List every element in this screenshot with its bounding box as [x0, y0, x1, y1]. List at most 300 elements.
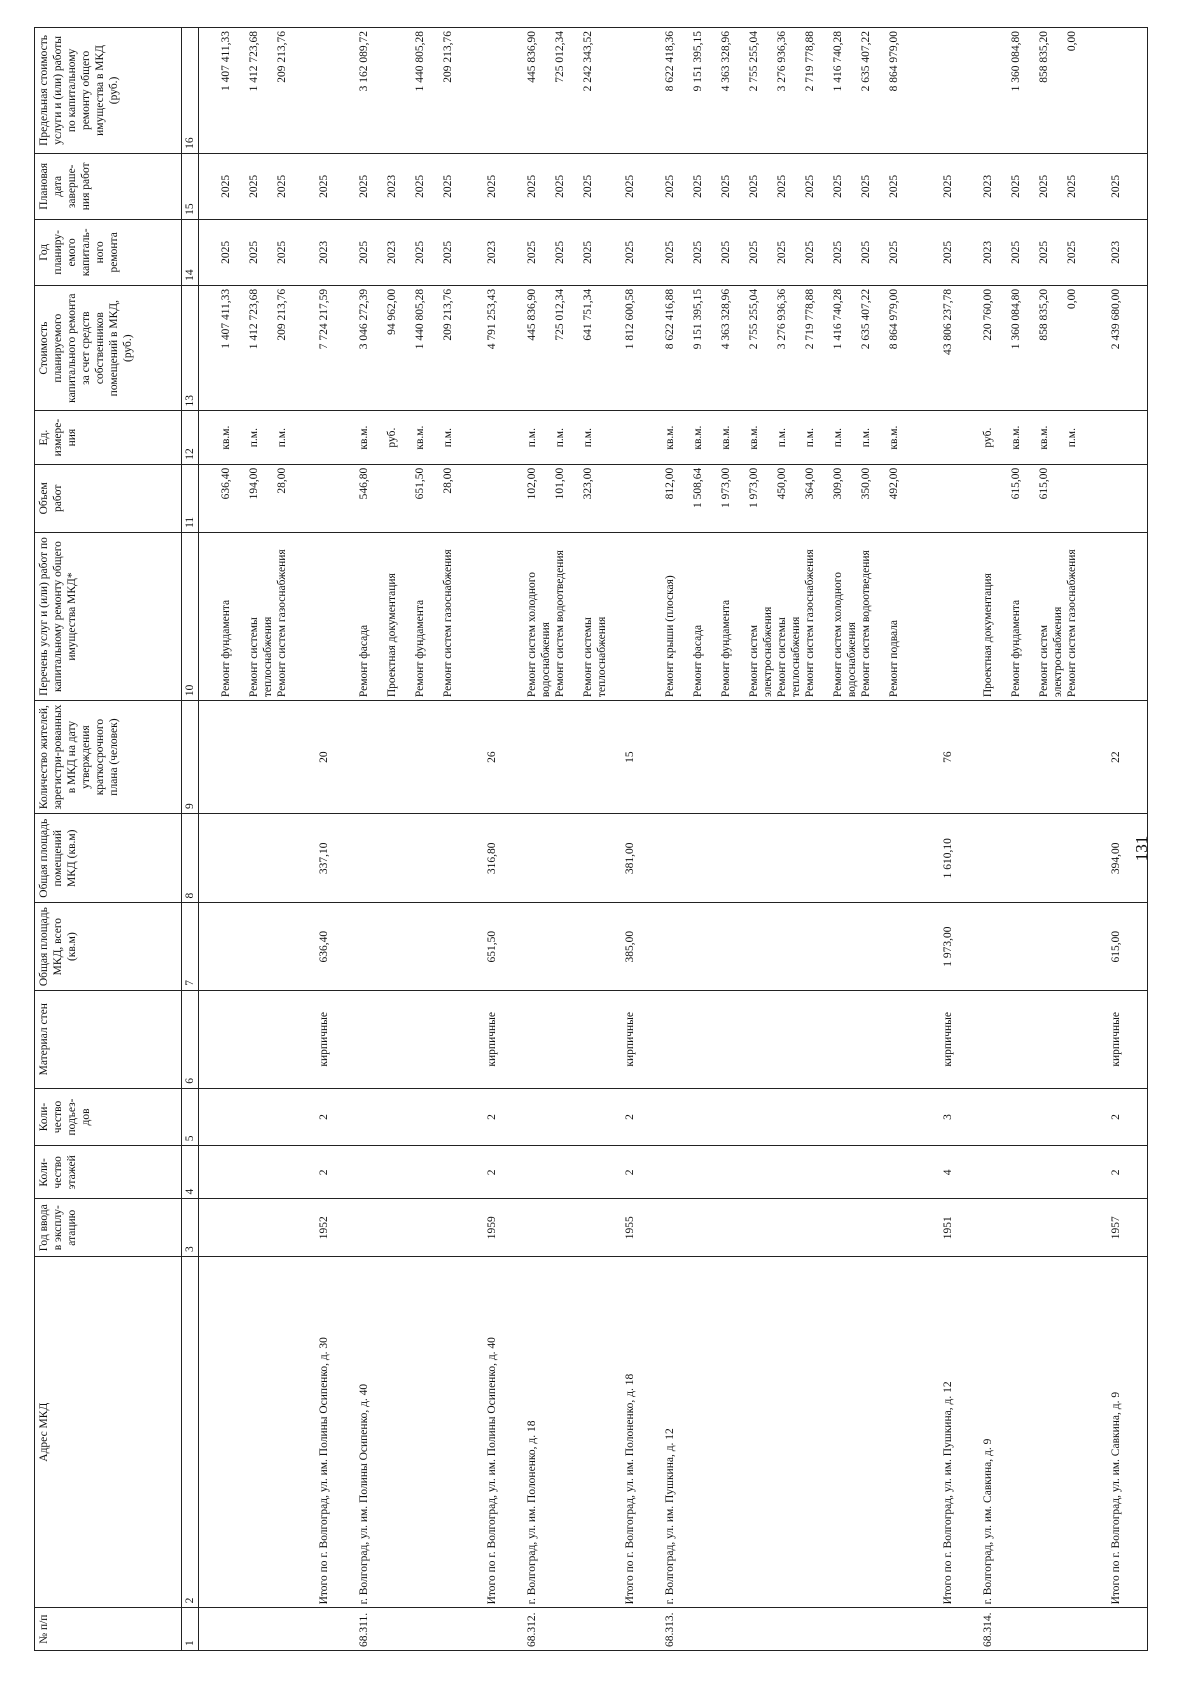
unit-list [355, 411, 483, 464]
finish-date-list [979, 153, 1107, 219]
work-type-list [661, 532, 939, 700]
work-type: Ремонт систем электроснабжения [1038, 606, 1065, 698]
work-type-list [979, 532, 1107, 700]
planned-cost-list [217, 285, 315, 411]
unit: п.м. [554, 428, 567, 448]
work-type: Ремонт фундамента [720, 599, 733, 698]
column-header: Год планиру-емого капиталь-ного ремонта [35, 219, 182, 285]
column-number: 8 [182, 814, 199, 903]
total-cost: 4 791 253,43 [483, 285, 523, 411]
residents: 22 [1107, 701, 1147, 814]
limit-cost: 1 440 805,28 [414, 31, 427, 92]
repair-year: 2025 [1038, 240, 1051, 264]
floors: 2 [483, 1146, 523, 1199]
total-plan-year: 2023 [483, 219, 523, 285]
column-header: Год ввода в эксплу-атацию [35, 1199, 182, 1257]
rooms-area: 316,80 [483, 814, 523, 903]
planned-cost-list [979, 285, 1107, 411]
column-number: 2 [182, 1256, 199, 1607]
unit: кв.м. [888, 425, 901, 450]
house-items-row [355, 28, 483, 1651]
unit: руб. [386, 427, 399, 448]
repair-plan-table [34, 27, 1148, 1651]
entrances: 3 [939, 1088, 979, 1146]
wall-material: кирпичные [621, 990, 661, 1088]
house-items-row [523, 28, 621, 1651]
limit-cost: 8 864 979,00 [888, 31, 901, 92]
work-type: Ремонт систем водоотведения [554, 550, 567, 698]
column-number: 15 [182, 153, 199, 219]
repair-year: 2025 [804, 240, 817, 264]
column-number: 13 [182, 285, 199, 411]
finish-date: 2025 [248, 174, 261, 198]
column-number: 5 [182, 1088, 199, 1146]
house-total-row [1107, 28, 1147, 1651]
total-limit [315, 28, 355, 154]
empty-cell [483, 464, 523, 532]
planned-cost: 1 416 740,28 [832, 288, 845, 350]
entrances: 2 [1107, 1088, 1147, 1146]
finish-date: 2025 [582, 174, 595, 198]
house-total-row [621, 28, 661, 1651]
limit-cost: 2 242 343,52 [582, 31, 595, 92]
work-type: Ремонт систем газоснабжения [442, 549, 455, 698]
finish-date: 2025 [276, 174, 289, 198]
work-type: Проектная документация [386, 573, 399, 698]
limit-cost: 725 012,34 [554, 31, 567, 83]
repair-year: 2025 [832, 240, 845, 264]
empty-cell [483, 532, 523, 700]
planned-cost: 725 012,34 [554, 288, 567, 341]
finish-date: 2025 [1066, 174, 1079, 198]
planned-cost-list [523, 285, 621, 411]
finish-date: 2025 [526, 174, 539, 198]
repair-year: 2023 [982, 240, 995, 264]
work-volume: 636,40 [220, 467, 233, 500]
work-volume: 615,00 [1038, 467, 1051, 500]
finish-date: 2025 [1010, 174, 1023, 198]
work-volume [981, 468, 1009, 529]
column-header: Плановая дата заверше-ния работ [35, 153, 182, 219]
column-number: 9 [182, 701, 199, 814]
limit-cost: 2 719 778,88 [804, 31, 817, 92]
column-header: Общая площадь МКД, всего (кв.м) [35, 903, 182, 990]
total-plan-year: 2025 [939, 219, 979, 285]
work-volume [1065, 468, 1093, 529]
column-header: Материал стен [35, 990, 182, 1088]
empty-cell [355, 1199, 483, 1257]
house-address [217, 1256, 315, 1607]
empty-cell [217, 903, 315, 990]
limit-cost: 1 412 723,68 [248, 31, 261, 92]
work-type: Ремонт подвала [888, 619, 901, 698]
house-items-row [217, 28, 315, 1651]
floors: 2 [1107, 1146, 1147, 1199]
build-year: 1959 [483, 1199, 523, 1257]
empty-cell [661, 1199, 939, 1257]
spacer-cell [199, 1088, 218, 1146]
wall-material: кирпичные [939, 990, 979, 1088]
limit-cost: 3 276 936,36 [776, 31, 789, 92]
total-area: 615,00 [1107, 903, 1147, 990]
empty-cell [523, 990, 621, 1088]
column-number: 6 [182, 990, 199, 1088]
repair-year: 2025 [776, 240, 789, 264]
spacer-cell [199, 990, 218, 1088]
spacer-cell [199, 814, 218, 903]
finish-date: 2025 [888, 174, 901, 198]
spacer-cell [199, 28, 218, 154]
empty-cell [939, 532, 979, 700]
empty-cell [661, 814, 939, 903]
limit-cost-list [217, 28, 315, 154]
finish-date: 2025 [776, 174, 789, 198]
work-volume: 194,00 [248, 467, 261, 500]
empty-cell [355, 701, 483, 814]
total-plan-year: 2025 [621, 219, 661, 285]
finish-date: 2025 [860, 174, 873, 198]
work-volume: 1 508,64 [692, 467, 705, 508]
total-label: Итого по г. Волгоград, ул. им. Полины Осипенко, д. 40 [483, 1256, 523, 1607]
planned-cost: 1 407 411,33 [220, 288, 233, 349]
planned-cost: 3 276 936,36 [776, 288, 789, 350]
limit-cost-list [979, 28, 1107, 154]
spacer-cell [199, 1608, 218, 1651]
spacer-cell [199, 153, 218, 219]
planned-cost: 1 360 084,80 [1010, 288, 1023, 350]
wall-material: кирпичные [1107, 990, 1147, 1088]
limit-cost: 1 416 740,28 [832, 31, 845, 92]
finish-date: 2025 [804, 174, 817, 198]
empty-cell [523, 814, 621, 903]
spacer-cell [199, 219, 218, 285]
work-type: Ремонт системы теплоснабжения [582, 616, 609, 698]
repair-year-list [661, 219, 939, 285]
residents: 76 [939, 701, 979, 814]
unit: кв.м. [1010, 425, 1023, 450]
repair-year: 2025 [554, 240, 567, 264]
unit: кв.м. [720, 425, 733, 450]
work-volume: 350,00 [860, 467, 873, 500]
empty-cell [217, 701, 315, 814]
limit-cost: 858 835,20 [1038, 31, 1051, 83]
work-type: Ремонт фундамента [220, 599, 233, 698]
column-number: 16 [182, 28, 199, 154]
empty-cell [1107, 532, 1147, 700]
work-volume: 615,00 [1010, 467, 1023, 500]
residents: 15 [621, 701, 661, 814]
spacer-cell [199, 464, 218, 532]
empty-cell [355, 1088, 483, 1146]
unit: п.м. [804, 428, 817, 448]
column-number: 3 [182, 1199, 199, 1257]
planned-cost: 209 213,76 [276, 288, 289, 341]
repair-year: 2025 [276, 240, 289, 264]
work-type: Ремонт систем холодного водоснабжения [526, 572, 553, 698]
work-volume-list [523, 464, 621, 532]
limit-cost-list [355, 28, 483, 154]
work-type: Ремонт систем газоснабжения [804, 549, 817, 698]
unit-list [661, 411, 939, 464]
finish-date: 2025 [720, 174, 733, 198]
spacer-cell [199, 285, 218, 411]
unit: кв.м. [664, 425, 677, 450]
work-type: Ремонт фундамента [1010, 599, 1023, 698]
work-volume: 101,00 [554, 467, 567, 500]
work-volume: 364,00 [804, 467, 817, 500]
work-volume [385, 468, 413, 529]
finish-date: 2025 [692, 174, 705, 198]
house-address: г. Волгоград, ул. им. Пушкина, д. 12 [661, 1256, 939, 1607]
unit: п.м. [1066, 428, 1079, 448]
entrances: 2 [315, 1088, 355, 1146]
column-header: Количество жителей, зарегистри-рованных в МКД на дату утверждения краткосрочного плана (человек) [35, 701, 182, 814]
row-number: 68.312. [523, 1608, 621, 1651]
work-type: Ремонт систем электроснабжения [748, 606, 775, 698]
finish-date: 2025 [442, 174, 455, 198]
work-type-list [217, 532, 315, 700]
column-header: Перечень услуг и (или) работ по капитальному ремонту общего имущества МКД* [35, 532, 182, 700]
work-volume: 102,00 [526, 467, 539, 500]
finish-date: 2025 [832, 174, 845, 198]
limit-cost-list [523, 28, 621, 154]
work-volume: 651,50 [414, 467, 427, 500]
planned-cost: 1 412 723,68 [248, 288, 261, 350]
row-number: 68.311. [355, 1608, 483, 1651]
empty-cell [523, 1146, 621, 1199]
empty-cell [1107, 464, 1147, 532]
row-number: 68.314. [979, 1608, 1107, 1651]
repair-year: 2023 [386, 240, 399, 264]
column-number: 11 [182, 464, 199, 532]
limit-cost [385, 31, 413, 150]
unit: п.м. [776, 428, 789, 448]
empty-cell [621, 464, 661, 532]
work-volume-list [661, 464, 939, 532]
spacer-cell [199, 1199, 218, 1257]
total-finish: 2025 [1107, 153, 1147, 219]
unit: кв.м. [220, 425, 233, 450]
empty-cell [979, 701, 1107, 814]
empty-cell [523, 903, 621, 990]
empty-cell [217, 1088, 315, 1146]
column-header: Предельная стоимость услуги и (или) работы по капитальному ремонту общего имущества в МКД (руб.) [35, 28, 182, 154]
house-address: г. Волгоград, ул. им. Полоненко, д. 18 [523, 1256, 621, 1607]
empty-cell [217, 1146, 315, 1199]
house-total-row [315, 28, 355, 1651]
finish-date-list [661, 153, 939, 219]
total-label: Итого по г. Волгоград, ул. им. Савкина, д. 9 [1107, 1256, 1147, 1607]
finish-date: 2025 [1038, 174, 1051, 198]
limit-cost: 3 162 089,72 [358, 31, 371, 92]
column-number: 4 [182, 1146, 199, 1199]
total-limit [1107, 28, 1147, 154]
work-volume: 323,00 [582, 467, 595, 500]
limit-cost: 8 622 418,36 [664, 31, 677, 92]
work-type: Ремонт систем водоотведения [860, 550, 873, 698]
finish-date: 2025 [414, 174, 427, 198]
column-number: 7 [182, 903, 199, 990]
column-number: 1 [182, 1608, 199, 1651]
empty-cell [661, 990, 939, 1088]
repair-year: 2025 [414, 240, 427, 264]
unit: кв.м. [414, 425, 427, 450]
column-number: 14 [182, 219, 199, 285]
limit-cost: 445 836,90 [526, 31, 539, 83]
table-body [199, 28, 1148, 1651]
empty-cell [621, 532, 661, 700]
total-finish: 2025 [939, 153, 979, 219]
repair-year: 2025 [248, 240, 261, 264]
empty-cell [523, 1199, 621, 1257]
total-area: 1 973,00 [939, 903, 979, 990]
work-type: Ремонт систем газоснабжения [1066, 549, 1079, 698]
unit: п.м. [582, 428, 595, 448]
planned-cost: 209 213,76 [442, 288, 455, 341]
unit: п.м. [248, 428, 261, 448]
empty-cell [661, 1088, 939, 1146]
repair-year: 2025 [692, 240, 705, 264]
total-label: Итого по г. Волгоград, ул. им. Полины Осипенко, д. 30 [315, 1256, 355, 1607]
limit-cost: 1 360 084,80 [1010, 31, 1023, 92]
repair-year: 2025 [1066, 240, 1079, 264]
repair-year-list [217, 219, 315, 285]
empty-cell [661, 701, 939, 814]
limit-cost: 0,00 [1066, 31, 1079, 52]
empty-cell [355, 814, 483, 903]
planned-cost: 220 760,00 [982, 288, 995, 341]
planned-cost: 858 835,20 [1038, 288, 1051, 341]
work-type: Проектная документация [982, 573, 995, 698]
total-finish: 2025 [483, 153, 523, 219]
rooms-area: 337,10 [315, 814, 355, 903]
spacer-cell [199, 411, 218, 464]
finish-date: 2023 [386, 174, 399, 198]
column-header: Общая площадь помещений МКД (кв.м) [35, 814, 182, 903]
limit-cost: 1 407 411,33 [220, 31, 233, 91]
total-label: Итого по г. Волгоград, ул. им. Полоненко, д. 18 [621, 1256, 661, 1607]
repair-year: 2025 [442, 240, 455, 264]
work-volume-list [979, 464, 1107, 532]
total-plan-year: 2023 [1107, 219, 1147, 285]
repair-year-list [523, 219, 621, 285]
finish-date: 2025 [358, 174, 371, 198]
empty-cell [217, 814, 315, 903]
limit-cost: 2 635 407,22 [860, 31, 873, 92]
repair-year: 2025 [582, 240, 595, 264]
page-number: 131 [1132, 835, 1151, 862]
total-limit [621, 28, 661, 154]
total-area: 651,50 [483, 903, 523, 990]
unit-list [217, 411, 315, 464]
unit: п.м. [442, 428, 455, 448]
planned-cost: 2 719 778,88 [804, 288, 817, 350]
finish-date-list [355, 153, 483, 219]
empty-cell [355, 990, 483, 1088]
column-number: 10 [182, 532, 199, 700]
empty-cell [979, 1088, 1107, 1146]
floors: 2 [315, 1146, 355, 1199]
total-finish: 2025 [315, 153, 355, 219]
total-cost: 1 812 600,58 [621, 285, 661, 411]
planned-cost: 8 622 416,88 [664, 288, 677, 350]
entrances: 2 [483, 1088, 523, 1146]
work-volume: 492,00 [888, 467, 901, 500]
repair-year-list [979, 219, 1107, 285]
total-finish: 2025 [621, 153, 661, 219]
work-volume: 450,00 [776, 467, 789, 500]
empty-cell [355, 903, 483, 990]
empty-cell [315, 464, 355, 532]
empty-cell [979, 1146, 1107, 1199]
work-volume: 1 973,00 [720, 467, 733, 508]
repair-year: 2025 [888, 240, 901, 264]
work-type: Ремонт систем газоснабжения [276, 549, 289, 698]
work-volume-list [355, 464, 483, 532]
house-address: г. Волгоград, ул. им. Савкина, д. 9 [979, 1256, 1107, 1607]
repair-year: 2025 [720, 240, 733, 264]
work-type: Ремонт системы теплоснабжения [248, 616, 275, 698]
planned-cost: 445 836,90 [526, 288, 539, 341]
repair-year: 2025 [1010, 240, 1023, 264]
empty-cell [217, 990, 315, 1088]
column-header: Коли-чество подъез-дов [35, 1088, 182, 1146]
work-type: Ремонт крыши (плоская) [664, 575, 677, 698]
spacer-cell [199, 1256, 218, 1607]
empty-cell [661, 903, 939, 990]
work-type: Ремонт фасада [692, 624, 705, 698]
floors: 2 [621, 1146, 661, 1199]
spacer-cell [199, 1146, 218, 1199]
unit: кв.м. [1038, 425, 1051, 450]
repair-year-list [355, 219, 483, 285]
empty-cell [979, 1199, 1107, 1257]
total-limit [483, 28, 523, 154]
finish-date: 2025 [220, 174, 233, 198]
empty-cell [315, 411, 355, 464]
work-volume: 546,80 [358, 467, 371, 500]
spacer-cell [199, 532, 218, 700]
column-number: 12 [182, 411, 199, 464]
total-cost: 2 439 680,00 [1107, 285, 1147, 411]
work-volume-list [217, 464, 315, 532]
unit: кв.м. [692, 425, 705, 450]
limit-cost: 9 151 395,15 [692, 31, 705, 92]
empty-cell [1107, 411, 1147, 464]
unit: кв.м. [358, 425, 371, 450]
empty-cell [483, 1608, 523, 1651]
house-total-row [483, 28, 523, 1651]
work-type: Ремонт фундамента [414, 599, 427, 698]
build-year: 1951 [939, 1199, 979, 1257]
rooms-area: 381,00 [621, 814, 661, 903]
entrances: 2 [621, 1088, 661, 1146]
finish-date: 2025 [664, 174, 677, 198]
empty-cell [939, 464, 979, 532]
empty-cell [939, 411, 979, 464]
total-limit [939, 28, 979, 154]
limit-cost: 2 755 255,04 [748, 31, 761, 92]
work-volume: 1 973,00 [748, 467, 761, 508]
work-type: Ремонт систем холодного водоснабжения [832, 572, 859, 698]
empty-cell [979, 990, 1107, 1088]
finish-date-list [523, 153, 621, 219]
empty-cell [939, 1608, 979, 1651]
spacer-cell [199, 903, 218, 990]
finish-date: 2025 [554, 174, 567, 198]
house-total-row [939, 28, 979, 1651]
build-year: 1952 [315, 1199, 355, 1257]
